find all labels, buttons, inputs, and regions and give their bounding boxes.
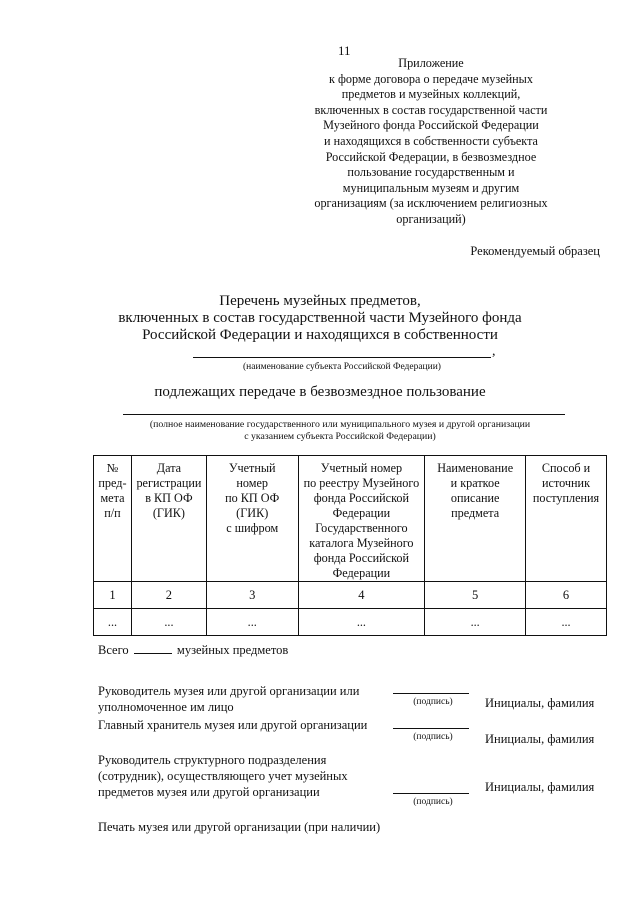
comma: , xyxy=(492,344,496,359)
table-cell: ... xyxy=(206,609,298,636)
museum-items-table xyxy=(93,455,607,636)
table-header-row xyxy=(94,456,607,582)
signature-line xyxy=(393,728,469,729)
initials-surname: Инициалы, фамилия xyxy=(485,780,595,794)
appendix-line: и находящихся в собственности субъекта xyxy=(324,133,538,148)
table-cell: ... xyxy=(425,609,526,636)
total-blank xyxy=(134,653,172,654)
page-number: 11 xyxy=(338,43,351,58)
table-cell: ... xyxy=(526,609,607,636)
signature-line xyxy=(393,693,469,694)
header-cell-source: Способ и источник поступления xyxy=(526,456,607,582)
org-caption-line: с указанием субъекта Российской Федерации) xyxy=(244,431,436,442)
appendix-line: организациям (за исключением религиозных xyxy=(314,196,548,211)
signature-label-director: Руководитель музея или другой организации или уполномоченное им лицо xyxy=(98,684,360,714)
org-blank-line xyxy=(123,414,565,415)
table-cell: 5 xyxy=(425,582,526,609)
appendix-line: к форме договора о передаче музейных xyxy=(329,71,533,86)
initials-surname: Инициалы, фамилия xyxy=(485,696,595,710)
total-line xyxy=(98,643,288,658)
title-line: Перечень музейных предметов, xyxy=(219,293,421,309)
total-suffix: музейных предметов xyxy=(176,643,289,657)
total-prefix: Всего xyxy=(98,643,129,657)
header-cell-registration-date: Дата регистрации в КП ОФ (ГИК) xyxy=(131,456,206,582)
appendix-line: Музейного фонда Российской Федерации xyxy=(323,118,539,133)
appendix-line: пользование государственным и xyxy=(347,165,515,180)
signature-line xyxy=(393,793,469,794)
table-cell: 6 xyxy=(526,582,607,609)
title-line: Российской Федерации и находящихся в собственности xyxy=(142,327,498,343)
appendix-line: Приложение xyxy=(398,56,464,70)
org-caption-line: (полное наименование государственного или муниципального музея и другой организации xyxy=(149,419,531,430)
stamp-note: Печать музея или другой организации (при наличии) xyxy=(98,820,381,834)
org-caption xyxy=(110,419,570,443)
table-cell: 1 xyxy=(94,582,132,609)
document-subtitle: подлежащих передаче в безвозмездное пользование xyxy=(154,384,486,400)
appendix-line: включенных в состав государственной части xyxy=(314,102,548,117)
header-cell-number: № пред- мета п/п xyxy=(94,456,132,582)
table-cell: 3 xyxy=(206,582,298,609)
subject-blank-line xyxy=(193,357,491,358)
document-title xyxy=(90,293,550,344)
table-cell: ... xyxy=(131,609,206,636)
appendix-line: предметов и музейных коллекций, xyxy=(341,87,521,102)
table-row xyxy=(94,609,607,636)
appendix-line: Российской Федерации, в безвозмездное xyxy=(325,149,537,164)
signature-label-chief-curator: Главный хранитель музея или другой организации xyxy=(98,718,368,732)
title-line: включенных в состав государственной части Музейного фонда xyxy=(118,310,522,326)
table-cell: 4 xyxy=(298,582,425,609)
signature-label-department-head: Руководитель структурного подразделения (сотрудник), осуществляющего учет музейных предметов музея или другой организации xyxy=(98,753,348,799)
header-cell-registry-number: Учетный номер по реестру Музейного фонда Российской Федерации Государственного каталога Музейного фонда Российской Федерации xyxy=(298,456,425,582)
initials-surname: Инициалы, фамилия xyxy=(485,732,595,746)
table-cell: ... xyxy=(298,609,425,636)
header-cell-kp-number: Учетный номер по КП ОФ (ГИК) с шифром xyxy=(206,456,298,582)
subject-caption: (наименование субъекта Российской Федерации) xyxy=(243,362,441,372)
recommended-sample: Рекомендуемый образец xyxy=(470,244,600,258)
signature-caption: (подпись) xyxy=(413,697,453,707)
signature-caption: (подпись) xyxy=(413,732,453,742)
appendix-line: муниципальным музеям и другим xyxy=(342,180,520,195)
table-row-column-numbers xyxy=(94,582,607,609)
header-cell-description: Наименование и краткое описание предмета xyxy=(425,456,526,582)
signature-caption: (подпись) xyxy=(413,797,453,807)
table-cell: ... xyxy=(94,609,132,636)
appendix-header xyxy=(300,56,562,228)
table-cell: 2 xyxy=(131,582,206,609)
appendix-line: организаций) xyxy=(396,211,466,226)
